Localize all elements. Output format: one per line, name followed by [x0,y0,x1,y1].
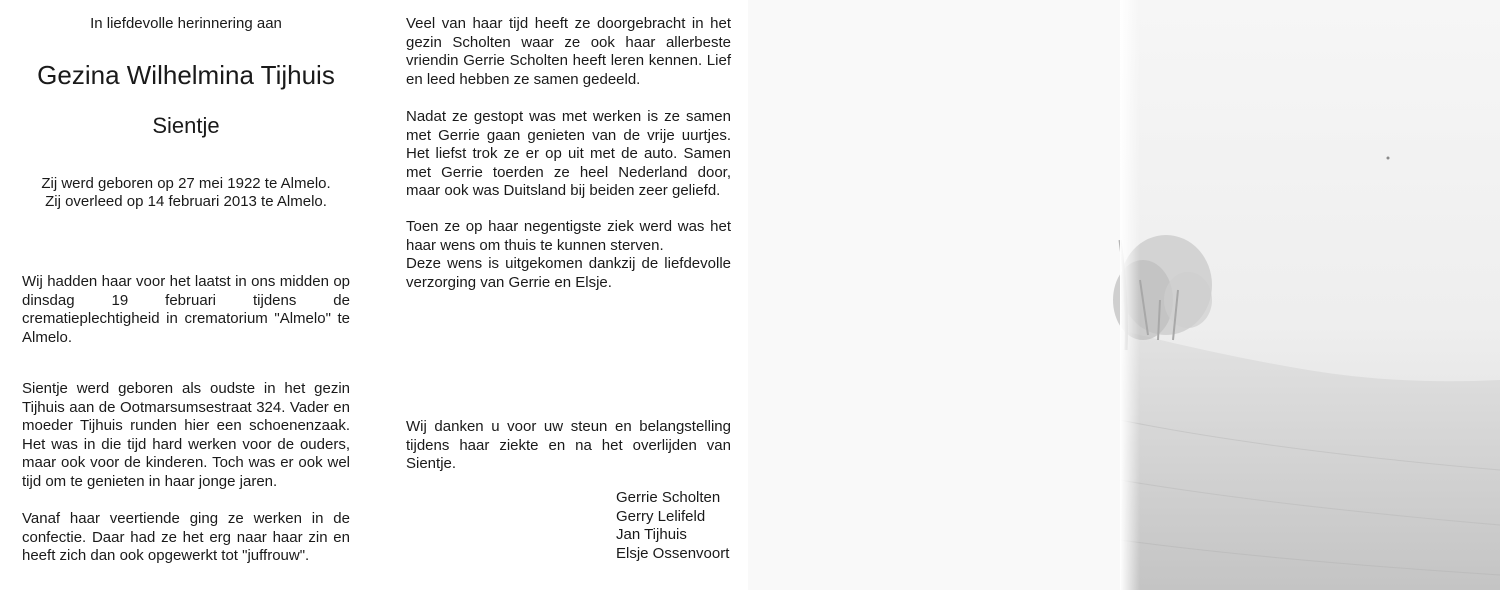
deceased-name: Gezina Wilhelmina Tijhuis [37,60,335,90]
paragraph-text: Toen ze op haar negentigste ziek werd was het haar wens om thuis te kunnen sterven. [406,218,731,254]
paragraph-text: Nadat ze gestopt was met werken is ze samen met Gerrie gaan genieten van de vrije uurtjes. Het liefst trok ze er op uit met de auto. Samen met Gerrie toerden ze heel Nederland door, maar ook was Duitsland bij beiden zeer geliefd. [406,108,731,199]
paragraph-text: Deze wens is uitgekomen dankzij de liefdevolle verzorging van Gerrie en Elsje. [406,255,731,291]
paragraph-text: Vanaf haar veertiende ging ze werken in de confectie. Daar had ze het erg naar haar zin en heeft zich dan ook opgewerkt tot "juffrouw". [22,510,350,564]
signatories [616,489,729,563]
paragraph-text: Wij hadden haar voor het laatst in ons midden op dinsdag 19 februari tijdens de crematieplechtigheid in crematorium "Almelo" te Almelo. [22,273,350,346]
signatory-name: Gerrie Scholten [616,489,721,506]
paragraph-travel [406,108,731,201]
life-dates [22,175,350,211]
paragraph-scholten [406,15,731,89]
paragraph-text: Sientje werd geboren als oudste in het gezin Tijhuis aan de Ootmarsumsestraat 324. Vader en moeder Tijhuis runden hier een schoenenzaak. Het was in die tijd hard werken voor de ouders, maar ook voor de kinderen. Toch was er ook wel tijd om te genieten in haar jonge jaren. [22,380,350,490]
paragraph-text: Veel van haar tijd heeft ze doorgebracht in het gezin Scholten waar ze ook haar allerbeste vriendin Gerrie Scholten heeft leren kennen. Lief en leed hebben ze samen gedeeld. [406,15,731,88]
nickname: Sientje [152,113,220,138]
paragraph-text: Wij danken u voor uw steun en belangstelling tijdens haar ziekte en na het overlijden van Sientje. [406,418,731,472]
paragraph-work [22,510,350,566]
birth-line: Zij werd geboren op 27 mei 1922 te Almelo. [41,175,331,192]
signatory-name: Elsje Ossenvoort [616,544,730,562]
paragraph-farewell [22,273,350,347]
paragraph-thanks [406,418,731,474]
intro-text: In liefdevolle herinnering aan [90,15,282,32]
signatory-name: Jan Tijhuis [616,526,687,543]
signatory-name: Gerry Lelifeld [616,507,706,525]
paragraph-wish [406,218,731,292]
death-line: Zij overleed op 14 februari 2013 te Almelo. [45,193,327,210]
misty-landscape-photo [748,0,1500,590]
paragraph-youth [22,380,350,491]
